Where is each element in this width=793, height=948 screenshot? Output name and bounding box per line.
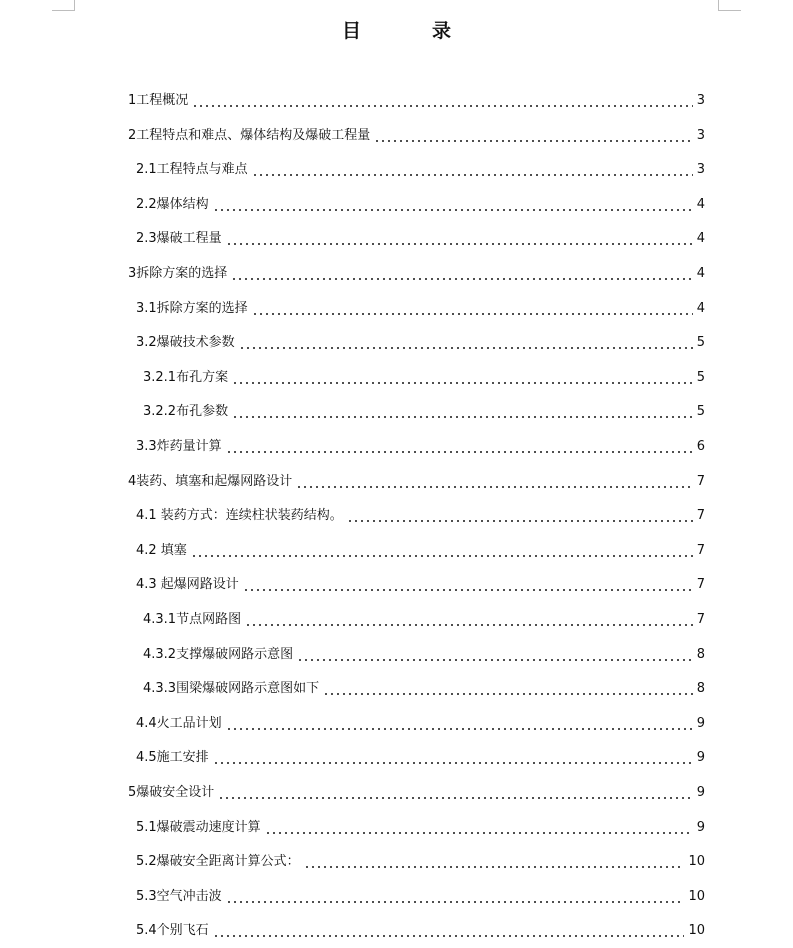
dot-leader: [374, 119, 692, 153]
dot-leader: [226, 880, 685, 914]
toc-entry-page-number: 10: [688, 923, 705, 939]
toc-entry-page-number: 4: [696, 231, 705, 247]
toc-entry[interactable]: [128, 465, 705, 499]
dot-leader: [213, 741, 693, 775]
dot-leader: [213, 188, 693, 222]
toc-entry[interactable]: [136, 707, 705, 741]
dot-leader: [191, 534, 693, 568]
toc-entry-page-number: 5: [696, 335, 705, 351]
toc-entry-page-number: 7: [696, 612, 705, 627]
dot-leader: [347, 499, 693, 533]
dot-leader: [304, 845, 685, 879]
dot-leader: [218, 776, 692, 810]
toc-entry-label: 2.2爆体结构: [136, 196, 209, 212]
toc-entry-page-number: 4: [696, 300, 705, 316]
toc-entry-label: 2工程特点和难点、爆体结构及爆破工程量: [128, 127, 371, 143]
toc-entry[interactable]: [136, 292, 705, 326]
toc-entry[interactable]: [136, 741, 705, 775]
toc-entry-label: 3拆除方案的选择: [128, 266, 228, 281]
toc-entry[interactable]: [136, 153, 705, 187]
toc-entry-label: 4.3.1节点网路图: [143, 612, 242, 627]
dot-leader: [323, 672, 693, 706]
toc-entry[interactable]: [143, 638, 705, 672]
toc-entry[interactable]: [136, 534, 705, 568]
toc-entry[interactable]: [136, 499, 705, 533]
toc-entry-label: 5.1爆破震动速度计算: [136, 819, 261, 835]
toc-entry-label: 3.2爆破技术参数: [136, 335, 235, 351]
dot-leader: [226, 707, 693, 741]
toc-entry[interactable]: [143, 361, 705, 395]
page-title: 目 录: [341, 20, 477, 42]
dot-leader: [296, 465, 692, 499]
dot-leader: [226, 222, 693, 256]
toc-entry-page-number: 5: [696, 404, 705, 420]
toc-entry-page-number: 9: [696, 750, 705, 766]
toc-entry-page-number: 3: [696, 162, 705, 178]
toc-entry[interactable]: [136, 568, 705, 602]
toc-entry[interactable]: [136, 222, 705, 256]
crop-mark-top-right: [718, 0, 741, 11]
dot-leader: [245, 603, 693, 637]
toc-entry[interactable]: [136, 430, 705, 464]
toc-entry-page-number: 9: [696, 785, 705, 800]
toc-entry-page-number: 8: [696, 681, 705, 697]
toc-entry-page-number: 6: [696, 439, 705, 454]
toc-entry[interactable]: [143, 395, 705, 429]
toc-entry-page-number: 9: [696, 715, 705, 731]
toc-entry-label: 4.4火工品计划: [136, 715, 222, 731]
toc-entry[interactable]: [128, 119, 705, 153]
toc-entry-label: 5爆破安全设计: [128, 785, 215, 800]
dot-leader: [232, 395, 693, 429]
toc-entry-page-number: 4: [696, 196, 705, 212]
toc-entry-label: 5.3空气冲击波: [136, 888, 222, 904]
toc-entry[interactable]: [136, 880, 705, 914]
toc-entry-page-number: 4: [696, 266, 705, 281]
toc-entry-label: 4.3 起爆网路设计: [136, 577, 239, 593]
toc-entry-page-number: 10: [688, 854, 705, 870]
toc-entry-label: 4.5施工安排: [136, 750, 209, 766]
toc-entry-label: 4装药、填塞和起爆网路设计: [128, 473, 293, 489]
toc-entry[interactable]: [136, 188, 705, 222]
toc-entry-page-number: 5: [696, 369, 705, 385]
toc-entry-label: 3.2.2布孔参数: [143, 404, 229, 420]
toc-entry[interactable]: [128, 257, 705, 291]
dot-leader: [243, 568, 693, 602]
toc-entry-page-number: 7: [696, 577, 705, 593]
toc-entry[interactable]: [143, 672, 705, 706]
toc-entry-label: 1工程概况: [128, 93, 189, 108]
toc-entry[interactable]: [128, 776, 705, 810]
dot-leader: [213, 914, 685, 948]
dot-leader: [192, 84, 692, 118]
toc-entry-label: 5.4个别飞石: [136, 923, 209, 939]
dot-leader: [252, 292, 693, 326]
dot-leader: [265, 811, 693, 845]
toc-entry-page-number: 10: [688, 888, 705, 904]
toc-entry-page-number: 7: [696, 508, 705, 524]
dot-leader: [231, 257, 692, 291]
dot-leader: [239, 326, 693, 360]
toc-entry-label: 2.3爆破工程量: [136, 231, 222, 247]
toc-entry-page-number: 8: [696, 646, 705, 662]
toc-entry-page-number: 7: [696, 473, 705, 489]
dot-leader: [297, 638, 693, 672]
toc-entry-label: 3.1拆除方案的选择: [136, 300, 248, 316]
toc-entry-label: 4.3.2支撑爆破网路示意图: [143, 646, 294, 662]
toc-entry[interactable]: [143, 603, 705, 637]
toc-entry-label: 3.3炸药量计算: [136, 439, 222, 454]
crop-mark-top-left: [52, 0, 75, 11]
dot-leader: [226, 430, 693, 464]
toc-entry-page-number: 3: [696, 93, 705, 108]
toc-entry-page-number: 3: [696, 127, 705, 143]
toc-entry-page-number: 7: [696, 542, 705, 558]
dot-leader: [232, 361, 693, 395]
toc-entry-page-number: 9: [696, 819, 705, 835]
toc-entry-label: 4.1 装药方式：连续柱状装药结构。: [136, 508, 343, 524]
toc-entry[interactable]: [136, 914, 705, 948]
dot-leader: [252, 153, 693, 187]
toc-entry[interactable]: [128, 84, 705, 118]
toc-entry-label: 5.2爆破安全距离计算公式：: [136, 854, 300, 870]
toc-entry-label: 3.2.1布孔方案: [143, 369, 229, 385]
toc-entry-label: 4.3.3围梁爆破网路示意图如下: [143, 681, 320, 697]
toc-entry[interactable]: [136, 811, 705, 845]
toc-entry[interactable]: [136, 845, 705, 879]
toc-entry-label: 4.2 填塞: [136, 542, 187, 558]
toc-entry-label: 2.1工程特点与难点: [136, 162, 248, 178]
toc-entry[interactable]: [136, 326, 705, 360]
